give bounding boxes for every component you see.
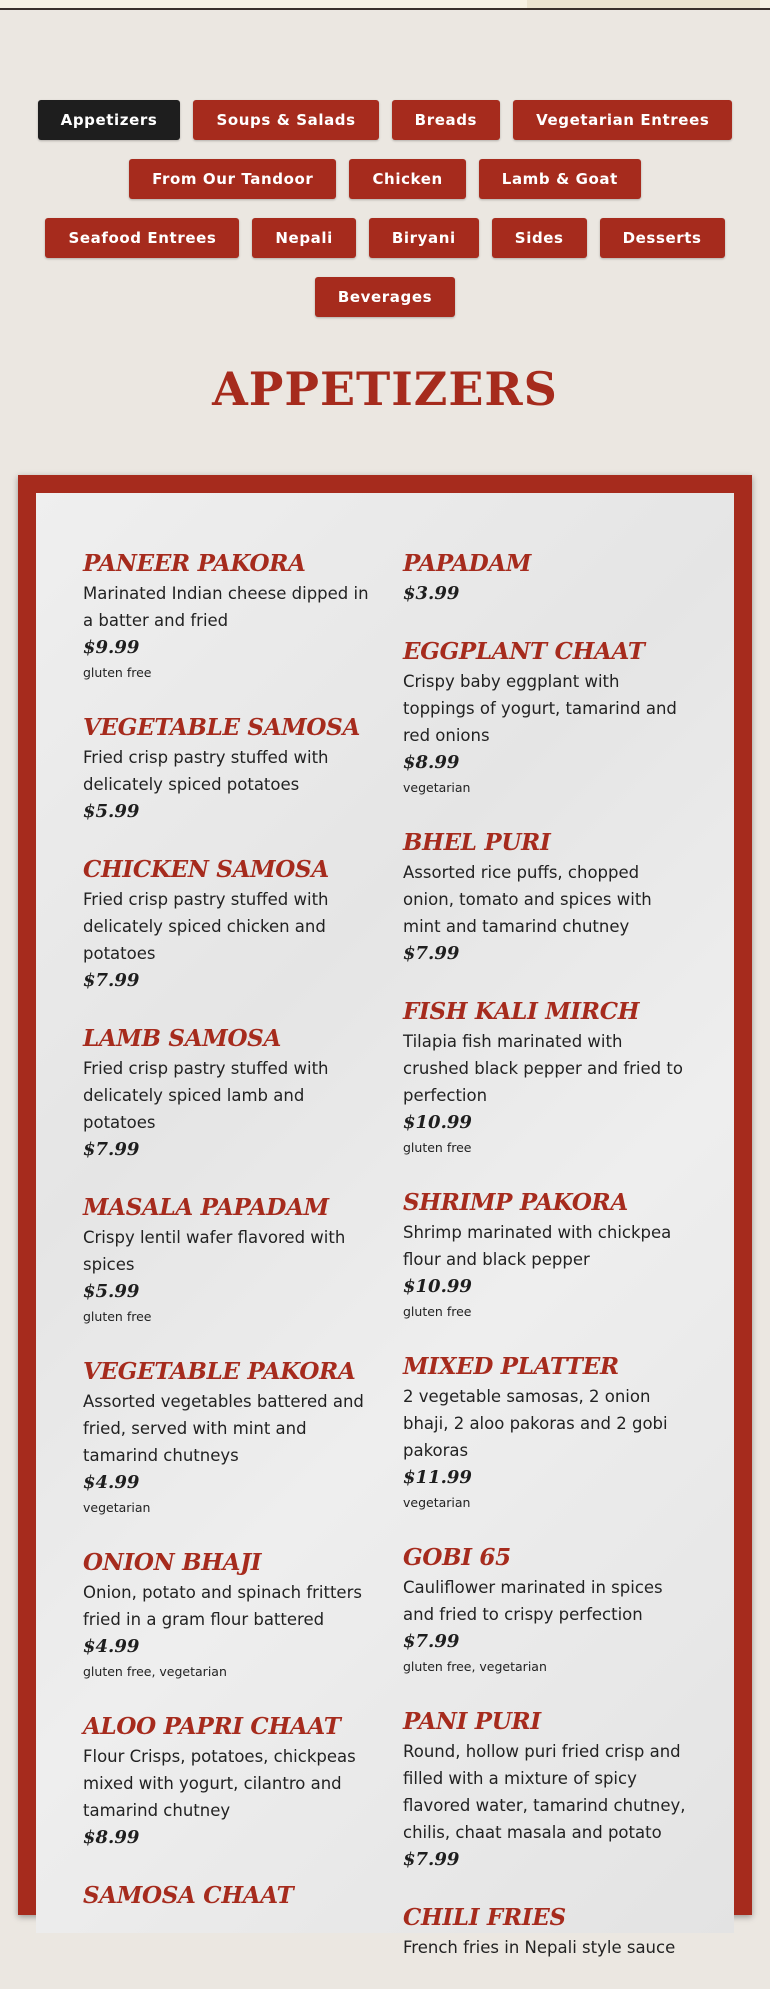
menu-item-name: ONION BHAJI — [83, 1549, 262, 1576]
menu-item-description: Tilapia fish marinated with crushed black pepper and fried to perfection — [403, 1032, 683, 1105]
menu-item — [403, 1187, 693, 1323]
menu-item-description: Crispy lentil wafer flavored with spices — [83, 1228, 346, 1274]
menu-item-price: $9.99 — [83, 637, 140, 658]
tab-breads[interactable]: Breads — [392, 100, 500, 140]
menu-item-description: Fried crisp pastry stuffed with delicately spiced lamb and potatoes — [83, 1059, 329, 1132]
menu-item-name: PANI PURI — [403, 1708, 541, 1735]
menu-item-description: Flour Crisps, potatoes, chickpeas mixed with yogurt, cilantro and tamarind chutney — [83, 1747, 356, 1820]
tab-beverages[interactable]: Beverages — [315, 277, 455, 317]
menu-item — [403, 996, 693, 1159]
menu-item-name: EGGPLANT CHAAT — [403, 638, 645, 665]
menu-item-description: French fries in Nepali style sauce — [403, 1938, 676, 1957]
menu-column-right — [403, 548, 693, 1989]
menu-item — [403, 1902, 693, 1961]
menu-column-left — [83, 548, 373, 1939]
menu-item-name: PAPADAM — [403, 550, 532, 577]
menu-item-price: $7.99 — [403, 1631, 460, 1652]
menu-item-dietary-tags: vegetarian — [83, 1500, 151, 1515]
menu-item-description: Assorted rice puffs, chopped onion, tomato and spices with mint and tamarind chutney — [403, 863, 652, 936]
tab-soups-and-salads[interactable]: Soups & Salads — [193, 100, 378, 140]
menu-item-price: $8.99 — [403, 752, 460, 773]
menu-item-description: Onion, potato and spinach fritters fried in a gram flour battered — [83, 1583, 362, 1629]
menu-item — [83, 1192, 373, 1328]
menu-item — [83, 1023, 373, 1164]
menu-item-dietary-tags: vegetarian — [403, 1495, 471, 1510]
menu-item-price: $4.99 — [83, 1636, 140, 1657]
menu-paper — [36, 493, 734, 1957]
tab-from-our-tandoor[interactable]: From Our Tandoor — [129, 159, 336, 199]
menu-item-price: $11.99 — [403, 1467, 472, 1488]
menu-item-price: $7.99 — [403, 1849, 460, 1870]
tab-appetizers[interactable]: Appetizers — [38, 100, 181, 140]
menu-item-price: $8.99 — [83, 1827, 140, 1848]
menu-item-name: SAMOSA CHAAT — [83, 1882, 294, 1909]
menu-item-description: Fried crisp pastry stuffed with delicately spiced potatoes — [83, 748, 329, 794]
menu-item — [83, 1880, 373, 1911]
menu-item — [403, 636, 693, 799]
menu-item-description: 2 vegetable samosas, 2 onion bhaji, 2 aloo pakoras and 2 gobi pakoras — [403, 1387, 668, 1460]
menu-item-name: GOBI 65 — [403, 1544, 511, 1571]
menu-item — [83, 1711, 373, 1852]
menu-item-description: Marinated Indian cheese dipped in a batter and fried — [83, 584, 369, 630]
tab-chicken[interactable]: Chicken — [349, 159, 465, 199]
menu-item-description: Round, hollow puri fried crisp and filled with a mixture of spicy flavored water, tamarind chutney, chilis, chaat masala and potato — [403, 1742, 686, 1842]
tab-seafood-entrees[interactable]: Seafood Entrees — [45, 218, 239, 258]
menu-item-price: $4.99 — [83, 1472, 140, 1493]
tab-row — [0, 100, 770, 140]
menu-item — [83, 854, 373, 995]
section-title: APPETIZERS — [212, 362, 558, 416]
menu-item-name: VEGETABLE SAMOSA — [83, 714, 361, 741]
tab-biryani[interactable]: Biryani — [369, 218, 479, 258]
menu-item-dietary-tags: gluten free — [83, 1309, 152, 1324]
menu-item — [403, 1542, 693, 1678]
menu-item — [403, 548, 693, 608]
tab-vegetarian-entrees[interactable]: Vegetarian Entrees — [513, 100, 732, 140]
menu-item-description: Crispy baby eggplant with toppings of yogurt, tamarind and red onions — [403, 672, 677, 745]
menu-item-name: VEGETABLE PAKORA — [83, 1358, 356, 1385]
menu-item-name: PANEER PAKORA — [83, 550, 306, 577]
menu-item-dietary-tags: gluten free, vegetarian — [83, 1664, 227, 1679]
menu-item-name: ALOO PAPRI CHAAT — [83, 1713, 341, 1740]
menu-item-name: BHEL PURI — [403, 829, 551, 856]
menu-item-description: Fried crisp pastry stuffed with delicately spiced chicken and potatoes — [83, 890, 329, 963]
top-header-accent — [527, 0, 760, 10]
menu-item — [83, 548, 373, 684]
tab-nepali[interactable]: Nepali — [252, 218, 355, 258]
menu-frame — [18, 475, 752, 1957]
menu-item-dietary-tags: gluten free, vegetarian — [403, 1659, 547, 1674]
tab-row — [0, 277, 770, 317]
menu-item-price: $10.99 — [403, 1112, 472, 1133]
tab-row — [0, 159, 770, 199]
menu-item-dietary-tags: gluten free — [403, 1304, 472, 1319]
menu-category-tabs — [0, 100, 770, 336]
tab-row — [0, 218, 770, 258]
menu-item-name: CHICKEN SAMOSA — [83, 856, 329, 883]
menu-item — [83, 1547, 373, 1683]
menu-item-dietary-tags: gluten free — [83, 665, 152, 680]
menu-item-name: FISH KALI MIRCH — [403, 998, 640, 1025]
menu-item-description: Assorted vegetables battered and fried, served with mint and tamarind chutneys — [83, 1392, 364, 1465]
menu-item-price: $10.99 — [403, 1276, 472, 1297]
menu-item — [403, 1706, 693, 1874]
menu-item-price: $7.99 — [83, 1139, 140, 1160]
menu-item-name: MIXED PLATTER — [403, 1353, 619, 1380]
tab-desserts[interactable]: Desserts — [600, 218, 725, 258]
menu-item-description: Shrimp marinated with chickpea flour and black pepper — [403, 1223, 672, 1269]
tab-lamb-and-goat[interactable]: Lamb & Goat — [479, 159, 641, 199]
menu-item — [83, 712, 373, 826]
menu-item-name: SHRIMP PAKORA — [403, 1189, 628, 1216]
menu-item — [403, 1351, 693, 1514]
menu-item-name: MASALA PAPADAM — [83, 1194, 329, 1221]
menu-item-name: LAMB SAMOSA — [83, 1025, 282, 1052]
menu-item-price: $7.99 — [83, 970, 140, 991]
menu-item — [403, 827, 693, 968]
menu-item-price: $5.99 — [83, 801, 140, 822]
menu-item-name: CHILI FRIES — [403, 1904, 566, 1931]
menu-item — [83, 1356, 373, 1519]
tab-sides[interactable]: Sides — [492, 218, 587, 258]
menu-item-price: $7.99 — [403, 943, 460, 964]
menu-item-description: Cauliflower marinated in spices and fried to crispy perfection — [403, 1578, 663, 1624]
menu-item-price: $5.99 — [83, 1281, 140, 1302]
menu-item-dietary-tags: gluten free — [403, 1140, 472, 1155]
menu-item-dietary-tags: vegetarian — [403, 780, 471, 795]
menu-item-price: $3.99 — [403, 583, 460, 604]
